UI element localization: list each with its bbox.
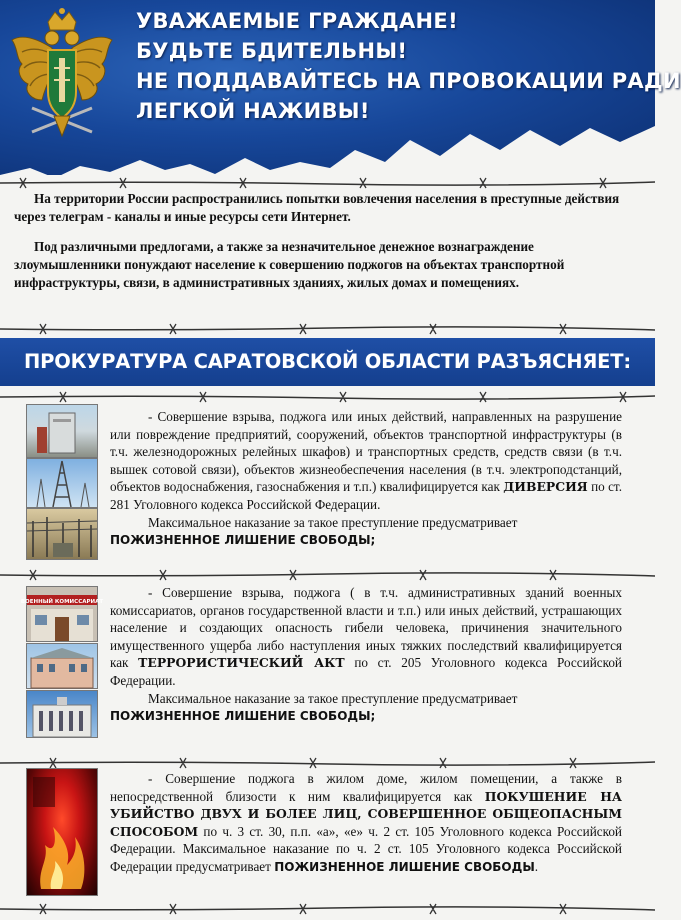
section-2-tail: по ст. 205 Уголовного кодекса Российской Федерации.	[110, 655, 622, 688]
section-1-crime: ДИВЕРСИЯ	[503, 479, 588, 495]
section-banner: ПРОКУРАТУРА САРАТОВСКОЙ ОБЛАСТИ РАЗЪЯСНЯЕТ:	[0, 338, 655, 386]
section-3-crime: ПОКУШЕНИЕ НА УБИЙСТВО ДВУХ И БОЛЕЕ ЛИЦ, СОВЕРШЕННОЕ ОБЩЕОПАСНЫМ СПОСОБОМ	[110, 788, 622, 839]
photo-relay-cabinet	[26, 404, 98, 458]
header-line-1: УВАЖАЕМЫЕ ГРАЖДАНЕ!	[136, 9, 458, 33]
header-line-3: НЕ ПОДДАВАЙТЕСЬ НА ПРОВОКАЦИИ РАДИ	[136, 69, 681, 93]
section-3-penalty: ПОЖИЗНЕННОЕ ЛИШЕНИЕ СВОБОДЫ	[274, 859, 535, 874]
photo-cell-tower	[26, 458, 98, 508]
barbed-wire-middle	[0, 322, 655, 336]
header-line-2: БУДЬТЕ БДИТЕЛЬНЫ!	[136, 39, 408, 63]
section-2-penalty: ПОЖИЗНЕННОЕ ЛИШЕНИЕ СВОБОДЫ;	[110, 709, 376, 724]
barbed-wire-section-2	[0, 756, 655, 770]
barbed-wire-banner	[0, 390, 655, 404]
barbed-wire-bottom	[0, 902, 655, 916]
section-diversion	[110, 408, 622, 550]
section-2-lead: - Совершение взрыва, поджога ( в т.ч. административных зданий военных комиссариатов, органов государственной власти и т.п.) или иных действий, устрашающих население и создающих опасность гибели человека, причинения значительного имущественного ущерба либо наступления иных тяжких последствий квалифицируется как	[110, 585, 622, 671]
intro-paragraph-1: На территории России распространились попытки вовлечения населения в преступные действия через телеграм - каналы и иные ресурсы сети Интернет.	[14, 191, 620, 224]
header-line-4: ЛЕГКОЙ НАЖИВЫ!	[136, 99, 370, 123]
photo-admin-building	[26, 643, 98, 689]
header-title	[136, 6, 681, 126]
intro-paragraph-2: Под различными предлогами, а также за незначительное денежное вознаграждение злоумышленники понуждают население к совершению поджогов на объектах транспортной инфраструктуры, связи, в административных зданиях, жилых домах и помещениях.	[14, 239, 565, 290]
section-attempted-murder	[110, 770, 622, 877]
barbed-wire-section-1	[0, 568, 655, 582]
section-1-tail: по ст. 281 Уголовного кодекса Российской Федерации.	[110, 479, 622, 512]
section-3-end: .	[534, 858, 539, 874]
photo-substation	[26, 508, 98, 560]
section-1-penalty-intro: Максимальное наказание за такое преступление предусматривает	[148, 514, 518, 530]
section-3-lead: - Совершение поджога в жилом доме, жилом помещении, а также в непосредственной близости к ним квалифицируется как	[110, 771, 622, 804]
commissariat-sign: ВОЕННЫЙ КОМИССАРИАТ	[20, 599, 104, 605]
section-3-tail: по ч. 3 ст. 30, п.п. «а», «е» ч. 2 ст. 105 Уголовного кодекса Российской Федерации. Максимальное наказание по ч. 2 ст. 105 Уголовного кодекса Российской Федерации предусматривает	[110, 823, 622, 874]
section-2-penalty-intro: Максимальное наказание за такое преступление предусматривает	[148, 690, 518, 706]
photo-fire-room	[26, 768, 98, 896]
barbed-wire-top	[0, 176, 655, 190]
intro-text	[14, 190, 644, 304]
photo-military-commissariat	[20, 586, 104, 642]
section-1-lead: - Совершение взрыва, поджога или иных действий, направленных на разрушение или повреждение предприятий, сооружений, объектов транспортной инфраструктуры (в т.ч. железнодорожных релейных шкафов) и транспортных средств, средств связи (в т.ч. вышек сотовой связи), объектов жизнеобеспечения населения (в т.ч. электроподстанций, объектов водоснабжения, газоснабжения и т.п.) квалифицируется как	[110, 409, 622, 495]
section-1-penalty: ПОЖИЗНЕННОЕ ЛИШЕНИЕ СВОБОДЫ;	[110, 533, 376, 548]
photo-government-building	[26, 690, 98, 738]
section-terror-act	[110, 584, 622, 726]
section-2-crime: ТЕРРОРИСТИЧЕСКИЙ АКТ	[138, 655, 345, 671]
